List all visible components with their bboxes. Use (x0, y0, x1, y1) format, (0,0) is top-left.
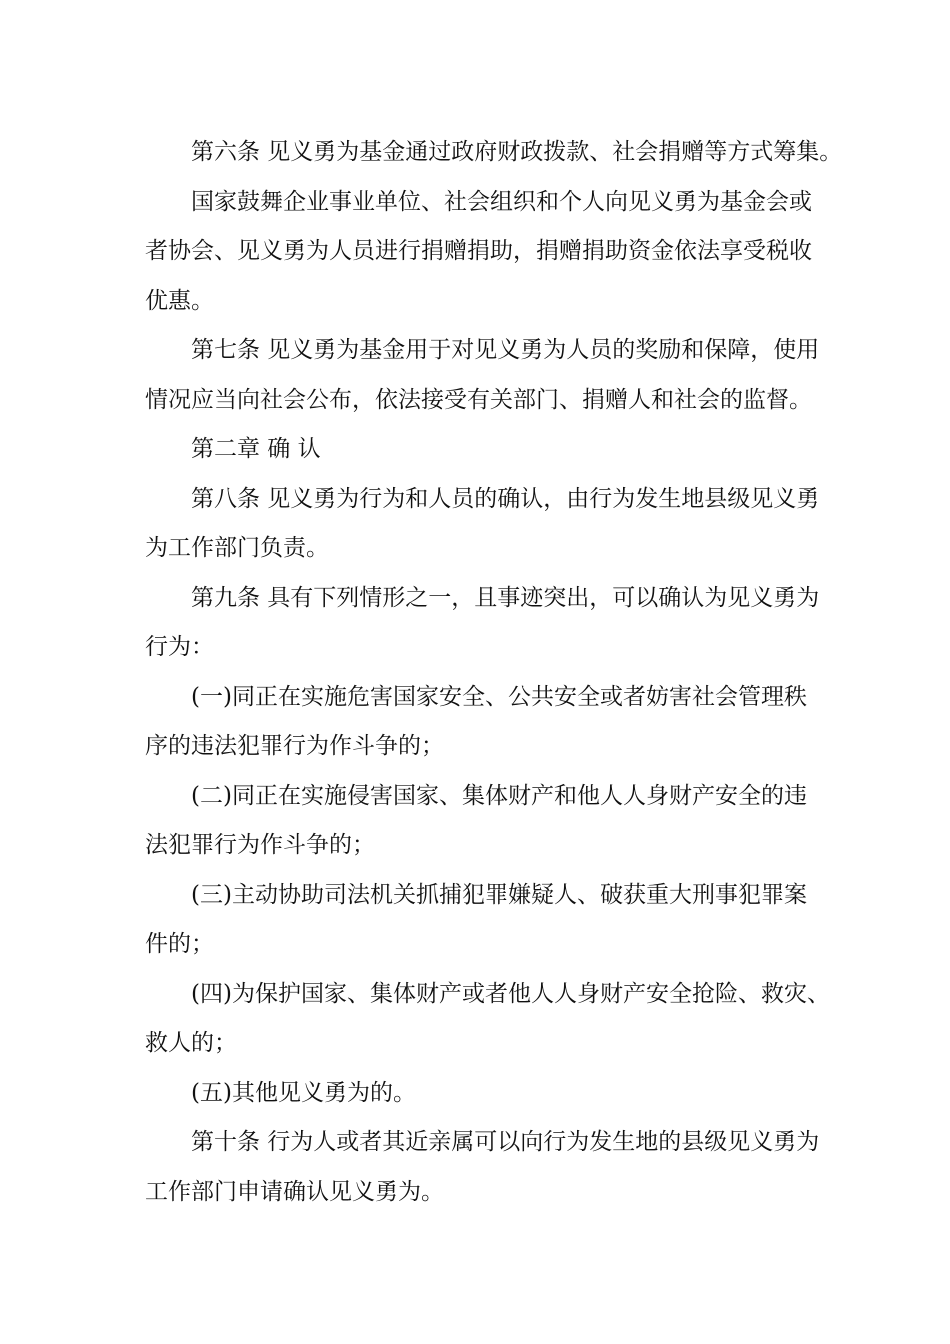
list-item-1 (145, 673, 820, 772)
text-line: 救人的； (145, 1030, 237, 1056)
list-item-5 (145, 1069, 820, 1119)
text-line: (三)主动协助司法机关抓捕犯罪嫌疑人、破获重大刑事犯罪案 (191, 881, 807, 908)
paragraph-donation-encouragement (145, 178, 820, 327)
text-line: 工作部门申请确认见义勇为。 (145, 1178, 444, 1205)
text-line: 法犯罪行为作斗争的； (145, 832, 375, 858)
text-line: 第二章 确 认 (191, 436, 321, 462)
document-body (145, 128, 843, 1217)
text-line: 情况应当向社会公布，依法接受有关部门、捐赠人和社会的监督。 (145, 386, 812, 413)
text-line: 件的； (145, 931, 214, 957)
text-line: 优惠。 (145, 287, 214, 314)
paragraph-article-7 (145, 326, 820, 425)
text-line: 第七条 见义勇为基金用于对见义勇为人员的奖励和保障，使用 (191, 337, 820, 363)
text-line: 者协会、见义勇为人员进行捐赠捐助，捐赠捐助资金依法享受税收 (145, 238, 812, 264)
text-line: 第六条 见义勇为基金通过政府财政拨款、社会捐赠等方式筹集。 (191, 139, 843, 165)
text-line: (四)为保护国家、集体财产或者他人人身财产安全抢险、救灾、 (191, 980, 830, 1007)
list-item-2 (145, 772, 820, 871)
list-item-4 (145, 970, 830, 1069)
text-line: 为工作部门负责。 (145, 535, 329, 561)
paragraph-article-10 (145, 1118, 820, 1217)
text-line: 国家鼓舞企业事业单位、社会组织和个人向见义勇为基金会或 (191, 188, 812, 215)
text-line: 序的违法犯罪行为作斗争的； (145, 733, 444, 759)
text-line: 第十条 行为人或者其近亲属可以向行为发生地的县级见义勇为 (191, 1129, 820, 1155)
chapter-heading (145, 425, 820, 475)
list-item-3 (145, 871, 820, 970)
text-line: 第九条 具有下列情形之一，且事迹突出，可以确认为见义勇为 (191, 584, 820, 611)
paragraph-article-6 (145, 128, 843, 178)
paragraph-article-9 (145, 574, 820, 673)
text-line: 行为： (145, 634, 214, 660)
text-line: 第八条 见义勇为行为和人员的确认，由行为发生地县级见义勇 (191, 485, 820, 512)
text-line: (五)其他见义勇为的。 (191, 1079, 416, 1106)
text-line: (二)同正在实施侵害国家、集体财产和他人人身财产安全的违 (191, 782, 807, 809)
text-line: (一)同正在实施危害国家安全、公共安全或者妨害社会管理秩 (191, 683, 807, 710)
paragraph-article-8 (145, 475, 820, 574)
